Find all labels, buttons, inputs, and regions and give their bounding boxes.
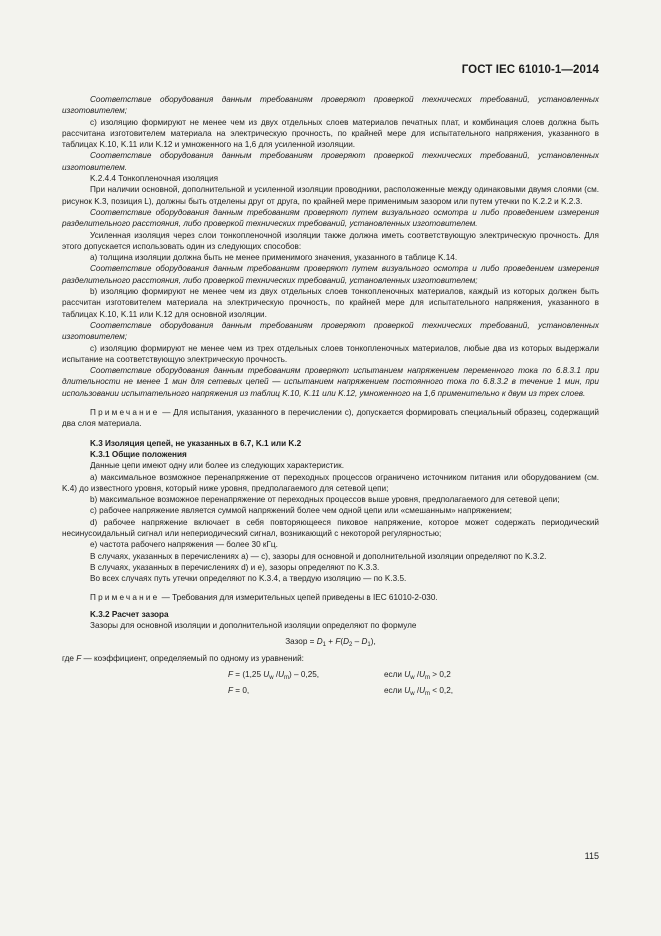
standard-header: ГОСТ IEC 61010-1—2014 bbox=[461, 64, 599, 76]
paragraph-list bbox=[62, 94, 599, 399]
formula-where: где F — коэффициент, определяемый по одному из уравнений: bbox=[62, 653, 304, 663]
paragraph: Соответствие оборудования данным требованиям проверяют испытанием напряжением переменного тока по 6.8.3.1 при длительности не менее 1 мин для сетевых цепей — испытанием напряжением постоянного тока по 6.8.3.2 в течение 1 мин, при использовании испытательного напряжения из таблиц K.10, K.11 или K.12, умноженного на 1,6 применительно к двум из трех слоев. bbox=[62, 366, 599, 398]
paragraph: e) частота рабочего напряжения — более 30 кГц. bbox=[90, 540, 278, 550]
note-label: Примечание bbox=[90, 408, 160, 418]
k32-intro: Зазоры для основной изоляции и дополнительной изоляции определяют по формуле bbox=[90, 621, 417, 631]
paragraph: b) максимальное возможное перенапряжение от переходных процессов выше уровня, предполагаемого для сетевой цепи; bbox=[90, 495, 560, 505]
k3-paragraph-list bbox=[62, 460, 599, 584]
page-body bbox=[62, 94, 599, 697]
note-k2 bbox=[62, 407, 599, 430]
paragraph: Во всех случаях путь утечки определяют по K.3.4, а твердую изоляцию — по K.3.5. bbox=[90, 574, 407, 584]
note-text: — Для испытания, указанного в перечислении c), допускается формировать специальный образец, содержащий два слоя материала. bbox=[62, 408, 599, 429]
note-text: — Требования для измерительных цепей приведены в IEC 61010-2-030. bbox=[159, 593, 438, 603]
paragraph: Соответствие оборудования данным требованиям проверяют путем визуального осмотра и либо проведением измерения разделительного расстояния, либо проверкой технических требований, установленных изготовителем; bbox=[62, 264, 599, 285]
paragraph: В случаях, указанных в перечислениях d) и e), зазоры определяют по K.3.3. bbox=[90, 562, 380, 572]
formula-row-1 bbox=[62, 669, 599, 680]
formula-eq-1: F = (1,25 $U_w$ $/U_m) - 0,25$, bbox=[228, 669, 320, 681]
formula-clearance: Зазор = $D_1 + F(D_2 - D_1)$, bbox=[285, 637, 376, 649]
page-number: 115 bbox=[584, 851, 599, 861]
paragraph: c) изоляцию формируют не менее чем из трех отдельных слоев тонкопленочных материалов, любые два из которых выдержали испытание на соответствующую электрическую прочность. bbox=[62, 343, 599, 364]
paragraph: Усиленная изоляция через слои тонкопленочной изоляции также должна иметь соответствующую электрическую прочность. Для этого допускается использовать один из следующих способов: bbox=[62, 230, 599, 251]
section-k3-title: K.3 Изоляция цепей, не указанных в 6.7, K.1 или K.2 bbox=[90, 438, 302, 448]
paragraph: Соответствие оборудования данным требованиям проверяют проверкой технических требований, установленных изготовителем; bbox=[62, 95, 599, 116]
note-k3 bbox=[62, 592, 599, 603]
paragraph: a) максимальное возможное перенапряжение от переходных процессов ограничено источником питания или оборудованием (см. K.4) до известного уровня, который ниже уровня, предполагаемого для сетевой цепи; bbox=[62, 472, 599, 493]
paragraph: c) изоляцию формируют не менее чем из двух отдельных слоев материалов печатных плат, и комбинация слоев должна быть рассчитана изготовителем материала на электрическую прочность, по крайней мере для испытательного напряжения, указанного в таблицах K.10, K.11 или K.12 и умноженного на 1,6 для усиленной изоляции. bbox=[62, 117, 599, 150]
paragraph: В случаях, указанных в перечислениях a) — c), зазоры для основной и дополнительной изоляции определяют по K.3.2. bbox=[90, 551, 547, 561]
section-k31-title: K.3.1 Общие положения bbox=[90, 449, 187, 459]
section-k32-title: K.3.2 Расчет зазора bbox=[90, 609, 169, 619]
paragraph: При наличии основной, дополнительной и усиленной изоляции проводники, расположенные между одинаковыми двумя слоями (см. рисунок K.3, позиция L), должны быть отделены друг от друга, по крайней мере применимым зазором или путем утечки по K.2.2 и K.2.3. bbox=[62, 185, 599, 206]
paragraph: Соответствие оборудования данным требованиям проверяют проверкой технических требований, установленных изготовителем; bbox=[62, 320, 599, 342]
paragraph: a) толщина изоляции должна быть не менее применимого значения, указанного в таблице K.14. bbox=[90, 253, 458, 263]
note-label: Примечание bbox=[90, 593, 160, 603]
formula-cond-1: если $U_w$ $/U_m > 0,2$ bbox=[384, 669, 451, 681]
paragraph: Соответствие оборудования данным требованиям проверяют путем визуального осмотра и либо проведением измерения разделительного расстояния, либо проверкой технических требований, установленных изготовителем. bbox=[62, 207, 599, 229]
paragraph: c) рабочее напряжение является суммой напряжений более чем одной цепи или «смешанным» напряжением; bbox=[90, 506, 512, 516]
formula-eq-2: F = 0, bbox=[228, 686, 250, 696]
paragraph: b) изоляцию формируют не менее чем из двух отдельных слоев тонкопленочных материалов, каждый из которых должен быть рассчитан изготовителем материала на электрическую прочность, по крайней мере для испытательного напряжения, указанного в таблицах K.10, K.11 или K.12 для основной изоляции. bbox=[62, 287, 599, 319]
paragraph: Соответствие оборудования данным требованиям проверяют проверкой технических требований, установленных изготовителем. bbox=[62, 151, 599, 172]
formula-row-2 bbox=[62, 685, 599, 696]
paragraph: d) рабочее напряжение включает в себя повторяющееся пиковое напряжение, которое может содержать периодический несинусоидальный сигнал или непериодический сигнал, возникающий с некоторой регулярностью; bbox=[62, 517, 599, 538]
paragraph: K.2.4.4 Тонкопленочная изоляция bbox=[90, 174, 219, 184]
paragraph: Данные цепи имеют одну или более из следующих характеристик. bbox=[90, 461, 344, 471]
formula-cond-2: если $U_w$ $/U_m < 0,2$, bbox=[384, 686, 454, 698]
